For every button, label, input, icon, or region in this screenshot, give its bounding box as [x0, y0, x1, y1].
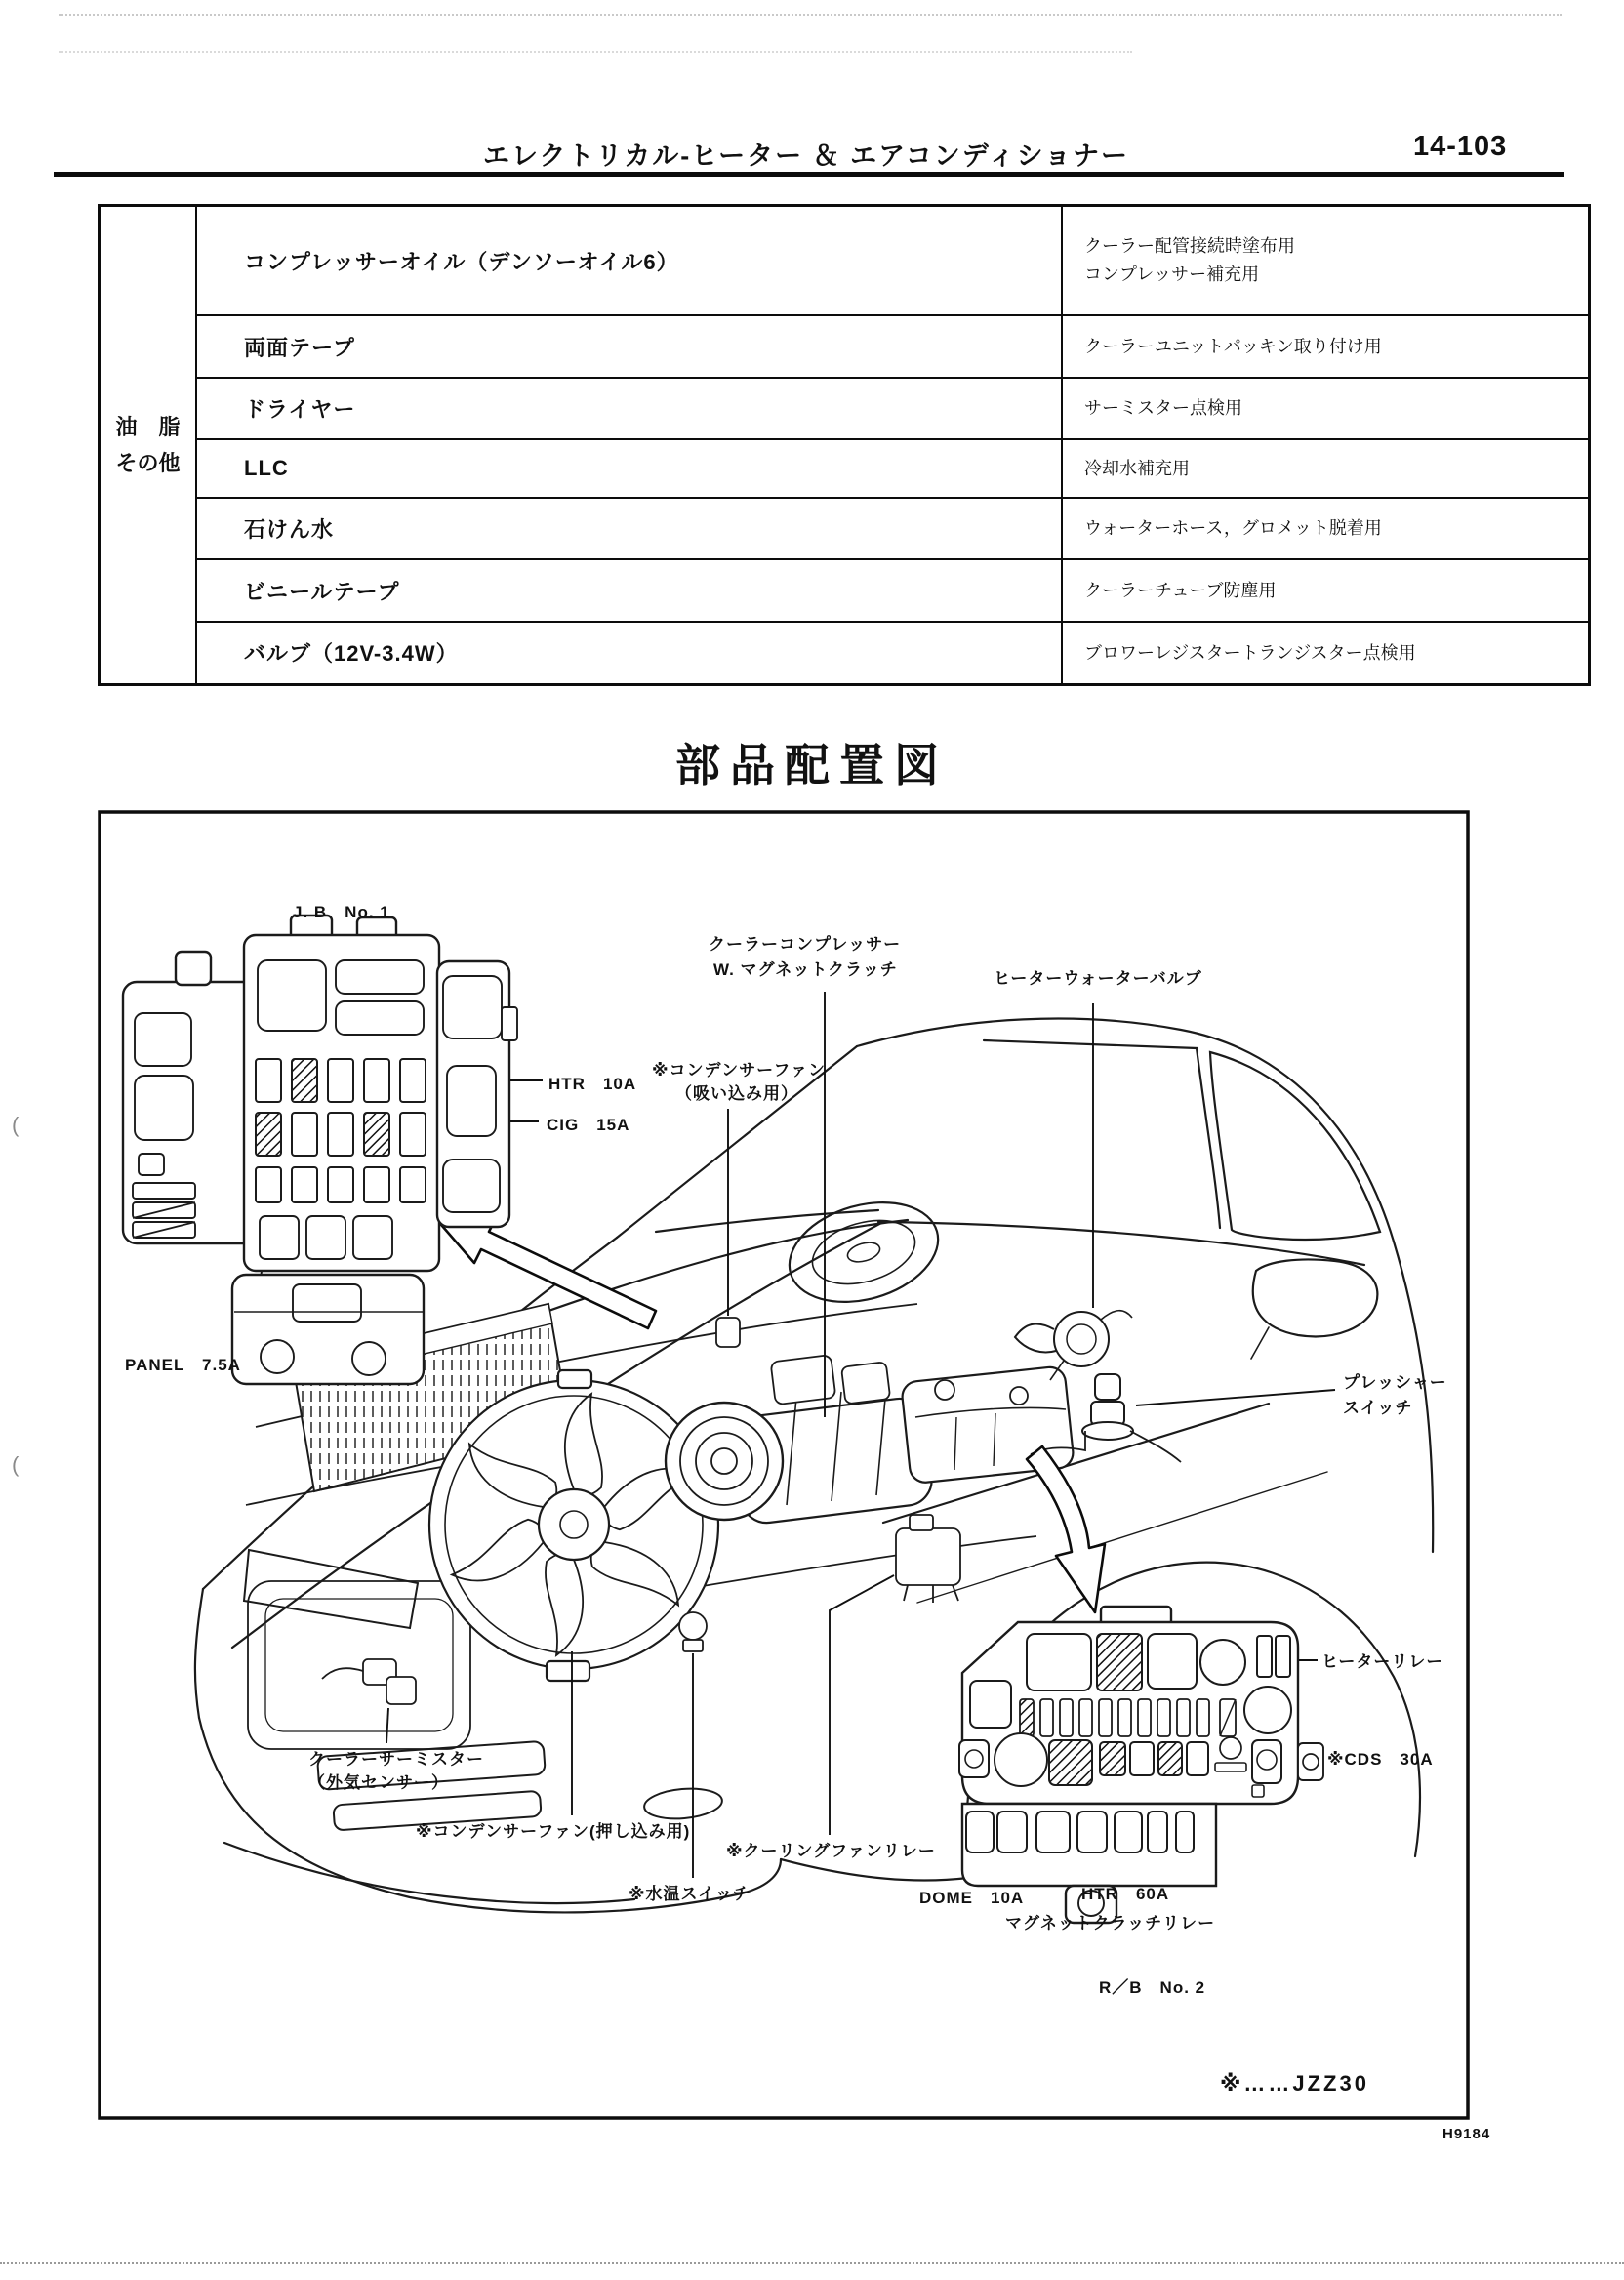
suction-fan-clamp-part — [716, 1318, 740, 1347]
htr60-fuse-cell — [1100, 1742, 1125, 1775]
dome-fuse-cell — [1020, 1699, 1034, 1736]
label-heater-relay: ヒーターリレー — [1321, 1652, 1444, 1671]
magnet-clutch-relay-cell — [1049, 1740, 1092, 1785]
label-rb-no2: R／B No. 2 — [1099, 1978, 1206, 1997]
label-compressor-line2: W. マグネットクラッチ — [713, 960, 898, 979]
label-pressure-switch-line1: プレッシャー — [1343, 1373, 1447, 1392]
rb-no2-fusebox — [959, 1607, 1323, 1923]
label-compressor-line1: クーラーコンプレッサー — [709, 935, 902, 954]
use-cell: クーラーユニットパッキン取り付け用 — [1062, 315, 1590, 378]
label-htr60-fuse: HTR 60A — [1081, 1885, 1170, 1903]
item-cell: ビニールテープ — [196, 559, 1062, 622]
leader-pressure-switch — [1136, 1390, 1335, 1405]
rb-fuse-row — [1020, 1699, 1236, 1736]
jb-fuse-grid — [256, 1059, 426, 1202]
use-cell: ブロワーレジスタートランジスター点検用 — [1062, 622, 1590, 685]
use-cell: 冷却水補充用 — [1062, 439, 1590, 498]
water-temp-switch-part — [679, 1612, 707, 1651]
label-pressure-switch-line2: スイッチ — [1343, 1399, 1413, 1417]
label-dome-fuse: DOME 10A — [919, 1889, 1025, 1907]
jb-no1-fusebox — [123, 916, 517, 1384]
page-title: エレクトリカル-ヒーター ＆ エアコンディショナー — [483, 142, 1130, 171]
use-line1: クーラー配管接続時塗布用 — [1084, 236, 1295, 257]
item-cell: LLC — [196, 439, 1062, 498]
use-cell: クーラーチューブ防塵用 — [1062, 559, 1590, 622]
item-cell: ドライヤー — [196, 378, 1062, 440]
htr-fuse-cell — [292, 1059, 317, 1102]
label-water-temp-switch: ※水温スイッチ — [629, 1885, 751, 1903]
label-jb-no1: J. B No. 1 — [293, 903, 390, 921]
label-htr-fuse: HTR 10A — [548, 1075, 637, 1093]
item-cell: 石けん水 — [196, 498, 1062, 560]
row-header-line2: その他 — [115, 451, 181, 475]
item-cell: 両面テープ — [196, 315, 1062, 378]
label-condenser-fan-suction-line2: （吸い込み用） — [675, 1084, 798, 1103]
label-thermistor-line1: クーラーサーミスター — [308, 1750, 484, 1769]
cig-fuse-cell — [364, 1113, 389, 1156]
binding-mark-1: ( — [12, 1113, 20, 1137]
binding-mark-2: ( — [12, 1452, 20, 1477]
arrow-to-rb — [1027, 1446, 1105, 1612]
section-title: 部品配置図 — [675, 740, 949, 791]
label-variant-note: ※……JZZ30 — [1220, 2071, 1369, 2096]
item-cell: バルブ（12V-3.4W） — [196, 622, 1062, 685]
panel-fuse-cell — [256, 1113, 281, 1156]
thermistor-part — [322, 1659, 416, 1704]
cooling-fan-relay-part — [896, 1515, 960, 1603]
label-figure-code: H9184 — [1442, 2126, 1491, 2142]
label-cig-fuse: CIG 15A — [547, 1116, 630, 1134]
use-cell: ウォーターホース，グロメット脱着用 — [1062, 498, 1590, 560]
use-line2: コンプレッサー補充用 — [1084, 265, 1260, 285]
label-panel-fuse: PANEL 7.5A — [125, 1356, 241, 1374]
label-condenser-fan-push: ※コンデンサーファン(押し込み用) — [416, 1822, 691, 1841]
label-heater-water-valve: ヒーターウォーターバルブ — [994, 969, 1202, 988]
label-magnet-clutch-relay: マグネットクラッチリレー — [1005, 1914, 1216, 1933]
label-thermistor-line2: （外気センサー） — [308, 1773, 449, 1792]
cds-fuse-cell — [1158, 1742, 1182, 1775]
heater-relay-cell — [1097, 1634, 1142, 1690]
use-cell: サーミスター点検用 — [1062, 378, 1590, 440]
label-condenser-fan-suction-line1: ※コンデンサーファン — [652, 1061, 826, 1079]
compressor — [666, 1355, 935, 1526]
page-number: 14-103 — [1413, 131, 1508, 162]
leader-cooling-fan-relay — [830, 1575, 894, 1835]
item-cell: コンプレッサーオイル（デンソーオイル6） — [196, 206, 1062, 316]
label-cds-fuse: ※CDS 30A — [1327, 1750, 1434, 1769]
leader-thermistor — [386, 1708, 388, 1743]
label-cooling-fan-relay: ※クーリングファンリレー — [726, 1842, 936, 1860]
row-header-line1: 油 脂 — [115, 414, 181, 439]
